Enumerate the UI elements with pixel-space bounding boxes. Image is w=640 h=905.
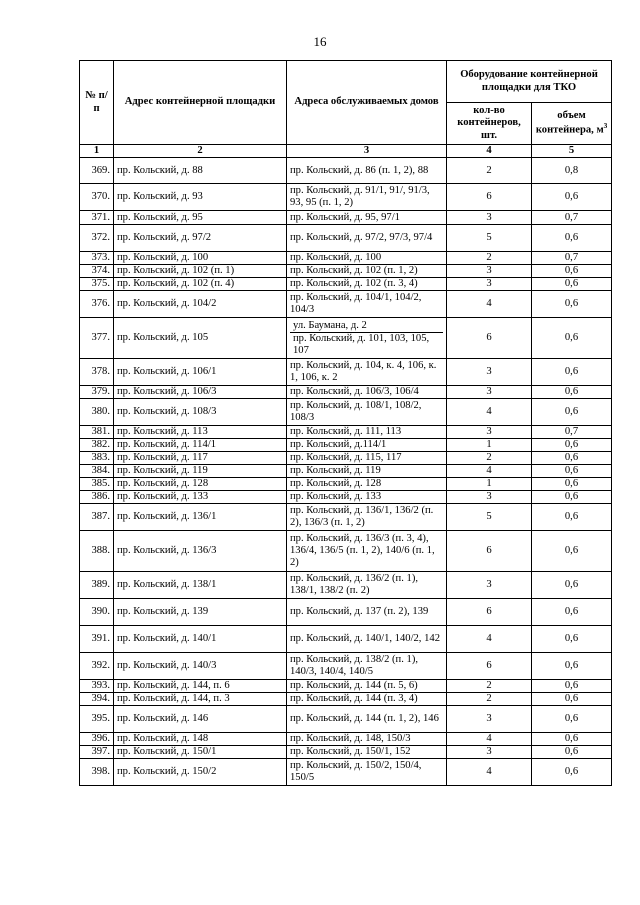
served-houses: пр. Кольский, д. 119 [287,465,447,478]
container-count: 5 [447,504,532,531]
container-volume: 0,7 [532,211,612,225]
served-houses: пр. Кольский, д. 136/1, 136/2 (п. 2), 136/3 (п. 1, 2) [287,504,447,531]
header-index: 2 [114,145,287,158]
container-volume: 0,6 [532,531,612,572]
served-houses: пр. Кольский, д. 91/1, 91/, 91/3, 93, 95 (п. 1, 2) [287,184,447,211]
container-sites-table [79,60,612,786]
container-count: 3 [447,211,532,225]
container-count: 6 [447,531,532,572]
container-count: 1 [447,439,532,452]
container-volume: 0,6 [532,680,612,693]
served-houses-line: пр. Кольский, д. 101, 103, 105, 107 [290,332,443,357]
container-volume: 0,6 [532,478,612,491]
site-address: пр. Кольский, д. 138/1 [114,572,287,599]
table-row [80,680,612,693]
served-houses: пр. Кольский, д. 86 (п. 1, 2), 88 [287,158,447,184]
container-count: 4 [447,733,532,746]
container-count: 3 [447,359,532,386]
site-address: пр. Кольский, д. 144, п. 3 [114,693,287,706]
container-volume: 0,6 [532,491,612,504]
container-volume: 0,6 [532,184,612,211]
container-volume: 0,6 [532,452,612,465]
table-row [80,491,612,504]
table-row [80,184,612,211]
site-address: пр. Кольский, д. 114/1 [114,439,287,452]
row-number: 388. [80,531,114,572]
container-volume: 0,8 [532,158,612,184]
site-address: пр. Кольский, д. 88 [114,158,287,184]
container-count: 3 [447,572,532,599]
row-number: 379. [80,386,114,399]
row-number: 398. [80,759,114,786]
page-number: 16 [313,34,327,49]
container-count: 6 [447,318,532,359]
table-row [80,211,612,225]
container-volume: 0,6 [532,733,612,746]
container-count: 2 [447,680,532,693]
row-number: 385. [80,478,114,491]
table-row [80,706,612,733]
row-number: 375. [80,278,114,291]
container-volume: 0,6 [532,225,612,252]
site-address: пр. Кольский, д. 140/3 [114,653,287,680]
table-row [80,158,612,184]
container-count: 2 [447,252,532,265]
container-volume: 0,6 [532,465,612,478]
site-address: пр. Кольский, д. 128 [114,478,287,491]
container-count: 5 [447,225,532,252]
header-site-address: Адрес контейнерной площадки [114,61,287,145]
row-number: 387. [80,504,114,531]
row-number: 391. [80,626,114,653]
container-volume: 0,6 [532,386,612,399]
header-volume: объем контейнера, $м^3$ [532,103,612,145]
site-address: пр. Кольский, д. 102 (п. 4) [114,278,287,291]
served-houses: пр. Кольский, д. 136/2 (п. 1), 138/1, 138/2 (п. 2) [287,572,447,599]
site-address: пр. Кольский, д. 104/2 [114,291,287,318]
table-row [80,359,612,386]
row-number: 381. [80,426,114,439]
container-count: 6 [447,184,532,211]
container-volume: 0,6 [532,278,612,291]
table-row [80,653,612,680]
site-address: пр. Кольский, д. 106/3 [114,386,287,399]
served-houses: пр. Кольский, д. 128 [287,478,447,491]
served-houses: пр. Кольский, д. 148, 150/3 [287,733,447,746]
container-count: 2 [447,452,532,465]
table-row [80,465,612,478]
table-row [80,478,612,491]
table-row [80,759,612,786]
container-volume: 0,7 [532,252,612,265]
header-count: кол-во контейнеров, шт. [447,103,532,145]
container-count: 4 [447,291,532,318]
container-count: 2 [447,158,532,184]
container-volume: 0,6 [532,653,612,680]
table-row [80,426,612,439]
table-row [80,572,612,599]
row-number: 371. [80,211,114,225]
served-houses: пр. Кольский, д. 150/2, 150/4, 150/5 [287,759,447,786]
row-number: 384. [80,465,114,478]
served-houses: пр. Кольский, д. 144 (п. 5, 6) [287,680,447,693]
header-index: 4 [447,145,532,158]
container-volume: 0,6 [532,359,612,386]
row-number: 397. [80,746,114,759]
table-row [80,252,612,265]
site-address: пр. Кольский, д. 140/1 [114,626,287,653]
container-volume: 0,6 [532,759,612,786]
served-houses-line: ул. Баумана, д. 2 [293,319,367,331]
served-houses: пр. Кольский, д. 106/3, 106/4 [287,386,447,399]
container-volume: 0,6 [532,291,612,318]
table-row [80,399,612,426]
container-count: 4 [447,465,532,478]
row-number: 373. [80,252,114,265]
row-number: 377. [80,318,114,359]
served-houses: пр. Кольский, д. 115, 117 [287,452,447,465]
site-address: пр. Кольский, д. 150/2 [114,759,287,786]
site-address: пр. Кольский, д. 144, п. 6 [114,680,287,693]
row-number: 394. [80,693,114,706]
table-row [80,504,612,531]
container-count: 3 [447,746,532,759]
site-address: пр. Кольский, д. 102 (п. 1) [114,265,287,278]
row-number: 380. [80,399,114,426]
container-count: 4 [447,759,532,786]
container-volume: 0,6 [532,706,612,733]
container-volume: 0,6 [532,439,612,452]
container-count: 3 [447,706,532,733]
container-volume: 0,6 [532,504,612,531]
container-volume: 0,6 [532,599,612,626]
row-number: 383. [80,452,114,465]
container-count: 6 [447,599,532,626]
row-number: 389. [80,572,114,599]
table-row [80,278,612,291]
table-row [80,626,612,653]
served-houses: пр. Кольский, д. 95, 97/1 [287,211,447,225]
site-address: пр. Кольский, д. 148 [114,733,287,746]
header-index-row [80,145,612,158]
served-houses: пр. Кольский, д. 137 (п. 2), 139 [287,599,447,626]
served-houses: пр. Кольский, д. 97/2, 97/3, 97/4 [287,225,447,252]
table-header [80,61,612,158]
served-houses: пр. Кольский, д. 100 [287,252,447,265]
row-number: 396. [80,733,114,746]
container-volume: 0,6 [532,265,612,278]
container-volume: 0,6 [532,693,612,706]
container-count: 4 [447,399,532,426]
table-row [80,733,612,746]
header-equipment: Оборудование контейнерной площадки для ТКО [447,61,612,103]
site-address: пр. Кольский, д. 150/1 [114,746,287,759]
container-count: 2 [447,693,532,706]
site-address: пр. Кольский, д. 93 [114,184,287,211]
site-address: пр. Кольский, д. 108/3 [114,399,287,426]
served-houses: пр. Кольский, д. 111, 113 [287,426,447,439]
header-num: № п/п [80,61,114,145]
container-count: 3 [447,265,532,278]
table-body [80,158,612,786]
served-houses: пр. Кольский, д. 140/1, 140/2, 142 [287,626,447,653]
container-count: 3 [447,386,532,399]
table-row [80,693,612,706]
site-address: пр. Кольский, д. 146 [114,706,287,733]
served-houses: пр. Кольский, д. 108/1, 108/2, 108/3 [287,399,447,426]
container-count: 1 [447,478,532,491]
header-index: 3 [287,145,447,158]
container-volume: 0,6 [532,626,612,653]
row-number: 376. [80,291,114,318]
site-address: пр. Кольский, д. 95 [114,211,287,225]
table-row [80,386,612,399]
container-volume: 0,6 [532,746,612,759]
served-houses: пр. Кольский, д. 138/2 (п. 1), 140/3, 140/4, 140/5 [287,653,447,680]
container-count: 3 [447,426,532,439]
table-row [80,318,612,359]
row-number: 374. [80,265,114,278]
served-houses: пр. Кольский, д. 104/1, 104/2, 104/3 [287,291,447,318]
site-address: пр. Кольский, д. 100 [114,252,287,265]
site-address: пр. Кольский, д. 136/1 [114,504,287,531]
served-houses: пр. Кольский, д.114/1 [287,439,447,452]
site-address: пр. Кольский, д. 105 [114,318,287,359]
header-index: 1 [80,145,114,158]
table-row [80,265,612,278]
container-count: 3 [447,278,532,291]
row-number: 372. [80,225,114,252]
header-served-houses: Адреса обслуживаемых домов [287,61,447,145]
served-houses [287,318,447,359]
row-number: 392. [80,653,114,680]
served-houses: пр. Кольский, д. 144 (п. 1, 2), 146 [287,706,447,733]
site-address: пр. Кольский, д. 139 [114,599,287,626]
container-volume: 0,7 [532,426,612,439]
served-houses: пр. Кольский, д. 150/1, 152 [287,746,447,759]
table-row [80,531,612,572]
site-address: пр. Кольский, д. 117 [114,452,287,465]
table-row [80,225,612,252]
site-address: пр. Кольский, д. 106/1 [114,359,287,386]
row-number: 369. [80,158,114,184]
container-volume: 0,6 [532,399,612,426]
table-row [80,439,612,452]
container-volume: 0,6 [532,318,612,359]
served-houses: пр. Кольский, д. 136/3 (п. 3, 4), 136/4, 136/5 (п. 1, 2), 140/6 (п. 1, 2) [287,531,447,572]
table-row [80,746,612,759]
row-number: 390. [80,599,114,626]
served-houses: пр. Кольский, д. 144 (п. 3, 4) [287,693,447,706]
table-row [80,452,612,465]
row-number: 378. [80,359,114,386]
served-houses: пр. Кольский, д. 102 (п. 3, 4) [287,278,447,291]
site-address: пр. Кольский, д. 97/2 [114,225,287,252]
row-number: 382. [80,439,114,452]
container-count: 3 [447,491,532,504]
container-count: 4 [447,626,532,653]
served-houses: пр. Кольский, д. 102 (п. 1, 2) [287,265,447,278]
header-index: 5 [532,145,612,158]
row-number: 370. [80,184,114,211]
table-row [80,291,612,318]
site-address: пр. Кольский, д. 113 [114,426,287,439]
served-houses: пр. Кольский, д. 133 [287,491,447,504]
site-address: пр. Кольский, д. 136/3 [114,531,287,572]
row-number: 386. [80,491,114,504]
site-address: пр. Кольский, д. 133 [114,491,287,504]
container-count: 6 [447,653,532,680]
site-address: пр. Кольский, д. 119 [114,465,287,478]
row-number: 395. [80,706,114,733]
served-houses: пр. Кольский, д. 104, к. 4, 106, к. 1, 106, к. 2 [287,359,447,386]
row-number: 393. [80,680,114,693]
container-volume: 0,6 [532,572,612,599]
table-row [80,599,612,626]
